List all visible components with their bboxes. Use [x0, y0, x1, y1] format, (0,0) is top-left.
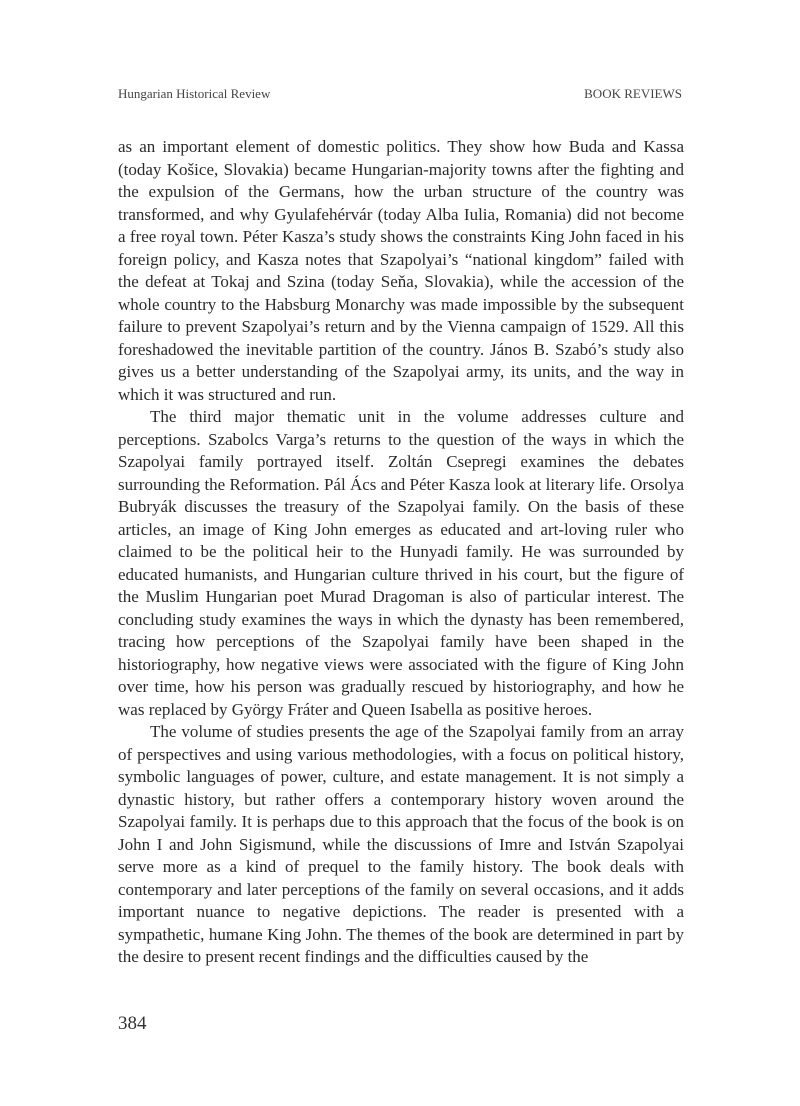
paragraph: The third major thematic unit in the volume addresses culture and perceptions. Szabolcs Varga’s returns to the question of the ways in which the Szapolyai family portrayed itself. Zoltán Csepregi examines the debates surrounding the Reformation. Pál Ács and Péter Kasza look at literary life. Orsolya Bubryák discusses the treasury of the Szapolyai family. On the basis of these articles, an image of King John emerges as educated and art-loving ruler who claimed to be the political heir to the Hunyadi family. He was surrounded by educated humanists, and Hungarian culture thrived in his court, but the figure of the Muslim Hungarian poet Murad Dragoman is also of particular interest. The concluding study examines the ways in which the dynasty has been remembered, tracing how perceptions of the Szapolyai family have been shaped in the historiography, how negative views were associated with the figure of King John over time, how his person was gradually rescued by historiography, and how he was replaced by György Fráter and Queen Isabella as positive heroes. [118, 407, 684, 719]
page-number: 384 [118, 1013, 147, 1034]
paragraph: as an important element of domestic politics. They show how Buda and Kassa (today Košice, Slovakia) became Hungarian-majority towns after the fighting and the expulsion of the Germans, how the urban structure of the country was transformed, and why Gyulafehérvár (today Alba Iulia, Romania) did not become a free royal town. Péter Kasza’s study shows the constraints King John faced in his foreign policy, and Kasza notes that Szapolyai’s “national kingdom” failed with the defeat at Tokaj and Szina (today Seňa, Slovakia), while the accession of the whole country to the Habsburg Monarchy was made impossible by the subsequent failure to prevent Szapolyai’s return and by the Vienna campaign of 1529. All this foreshadowed the inevitable partition of the country. János B. Szabó’s study also gives us a better understanding of the Szapolyai army, its units, and the way in which it was structured and run. [118, 137, 684, 404]
running-header [118, 86, 682, 102]
journal-title: Hungarian Historical Review [118, 86, 271, 101]
section-title: BOOK REVIEWS [584, 86, 682, 101]
paragraph: The volume of studies presents the age of the Szapolyai family from an array of perspectives and using various methodologies, with a focus on political history, symbolic languages of power, culture, and estate management. It is not simply a dynastic history, but rather offers a contemporary history woven around the Szapolyai family. It is perhaps due to this approach that the focus of the book is on John I and John Sigismund, while the discussions of Imre and István Szapolyai serve more as a kind of prequel to the family history. The book deals with contemporary and later perceptions of the family on several occasions, and it adds important nuance to negative depictions. The reader is presented with a sympathetic, humane King John. The themes of the book are determined in part by the desire to present recent findings and the difficulties caused by the [118, 722, 684, 966]
article-body [118, 136, 684, 969]
